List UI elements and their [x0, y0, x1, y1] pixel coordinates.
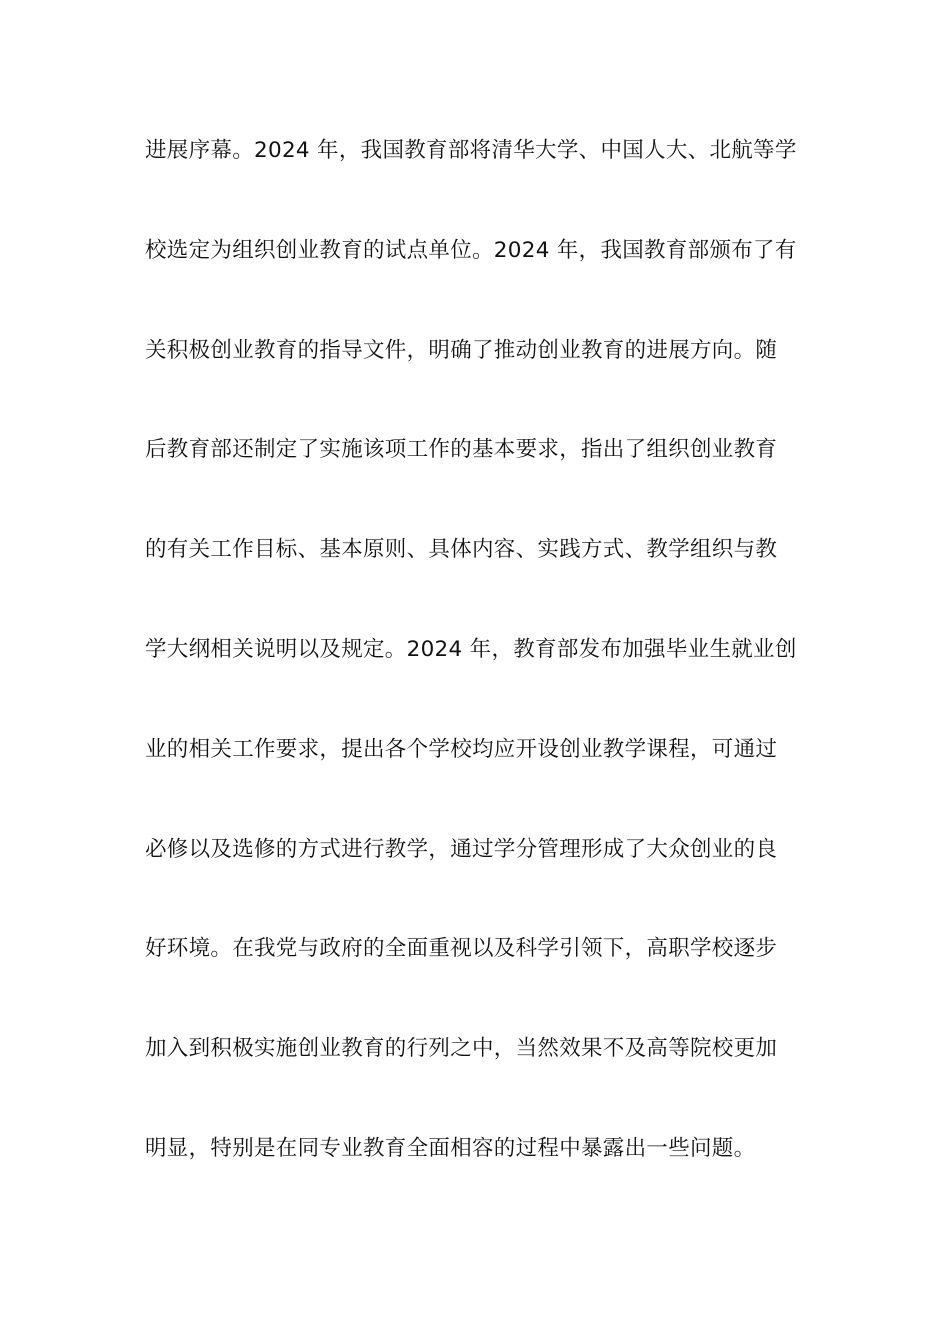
text-line-8: 必修以及选修的方式进行教学，通过学分管理形成了大众创业的良 — [145, 836, 778, 862]
text-line-9: 好环境。在我党与政府的全面重视以及科学引领下，高职学校逐步 — [145, 936, 778, 962]
text-line-11: 明显，特别是在同专业教育全面相容的过程中暴露出一些问题。 — [145, 1135, 756, 1161]
text-line-6: 学大纲相关说明以及规定。2024 年，教育部发布加强毕业生就业创 — [145, 636, 797, 662]
body-text — [145, 128, 810, 1226]
text-line-7: 业的相关工作要求，提出各个学校均应开设创业教学课程，可通过 — [145, 736, 778, 762]
text-line-1: 进展序幕。2024 年，我国教育部将清华大学、中国人大、北航等学 — [145, 138, 797, 163]
text-line-2: 校选定为组织创业教育的试点单位。2024 年，我国教育部颁布了有 — [145, 237, 797, 263]
text-line-4: 后教育部还制定了实施该项工作的基本要求，指出了组织创业教育 — [145, 437, 778, 463]
text-line-5: 的有关工作目标、基本原则、具体内容、实践方式、教学组织与教 — [145, 537, 778, 563]
text-line-10: 加入到积极实施创业教育的行列之中，当然效果不及高等院校更加 — [145, 1036, 778, 1062]
text-line-3: 关积极创业教育的指导文件，明确了推动创业教育的进展方向。随 — [145, 337, 778, 363]
